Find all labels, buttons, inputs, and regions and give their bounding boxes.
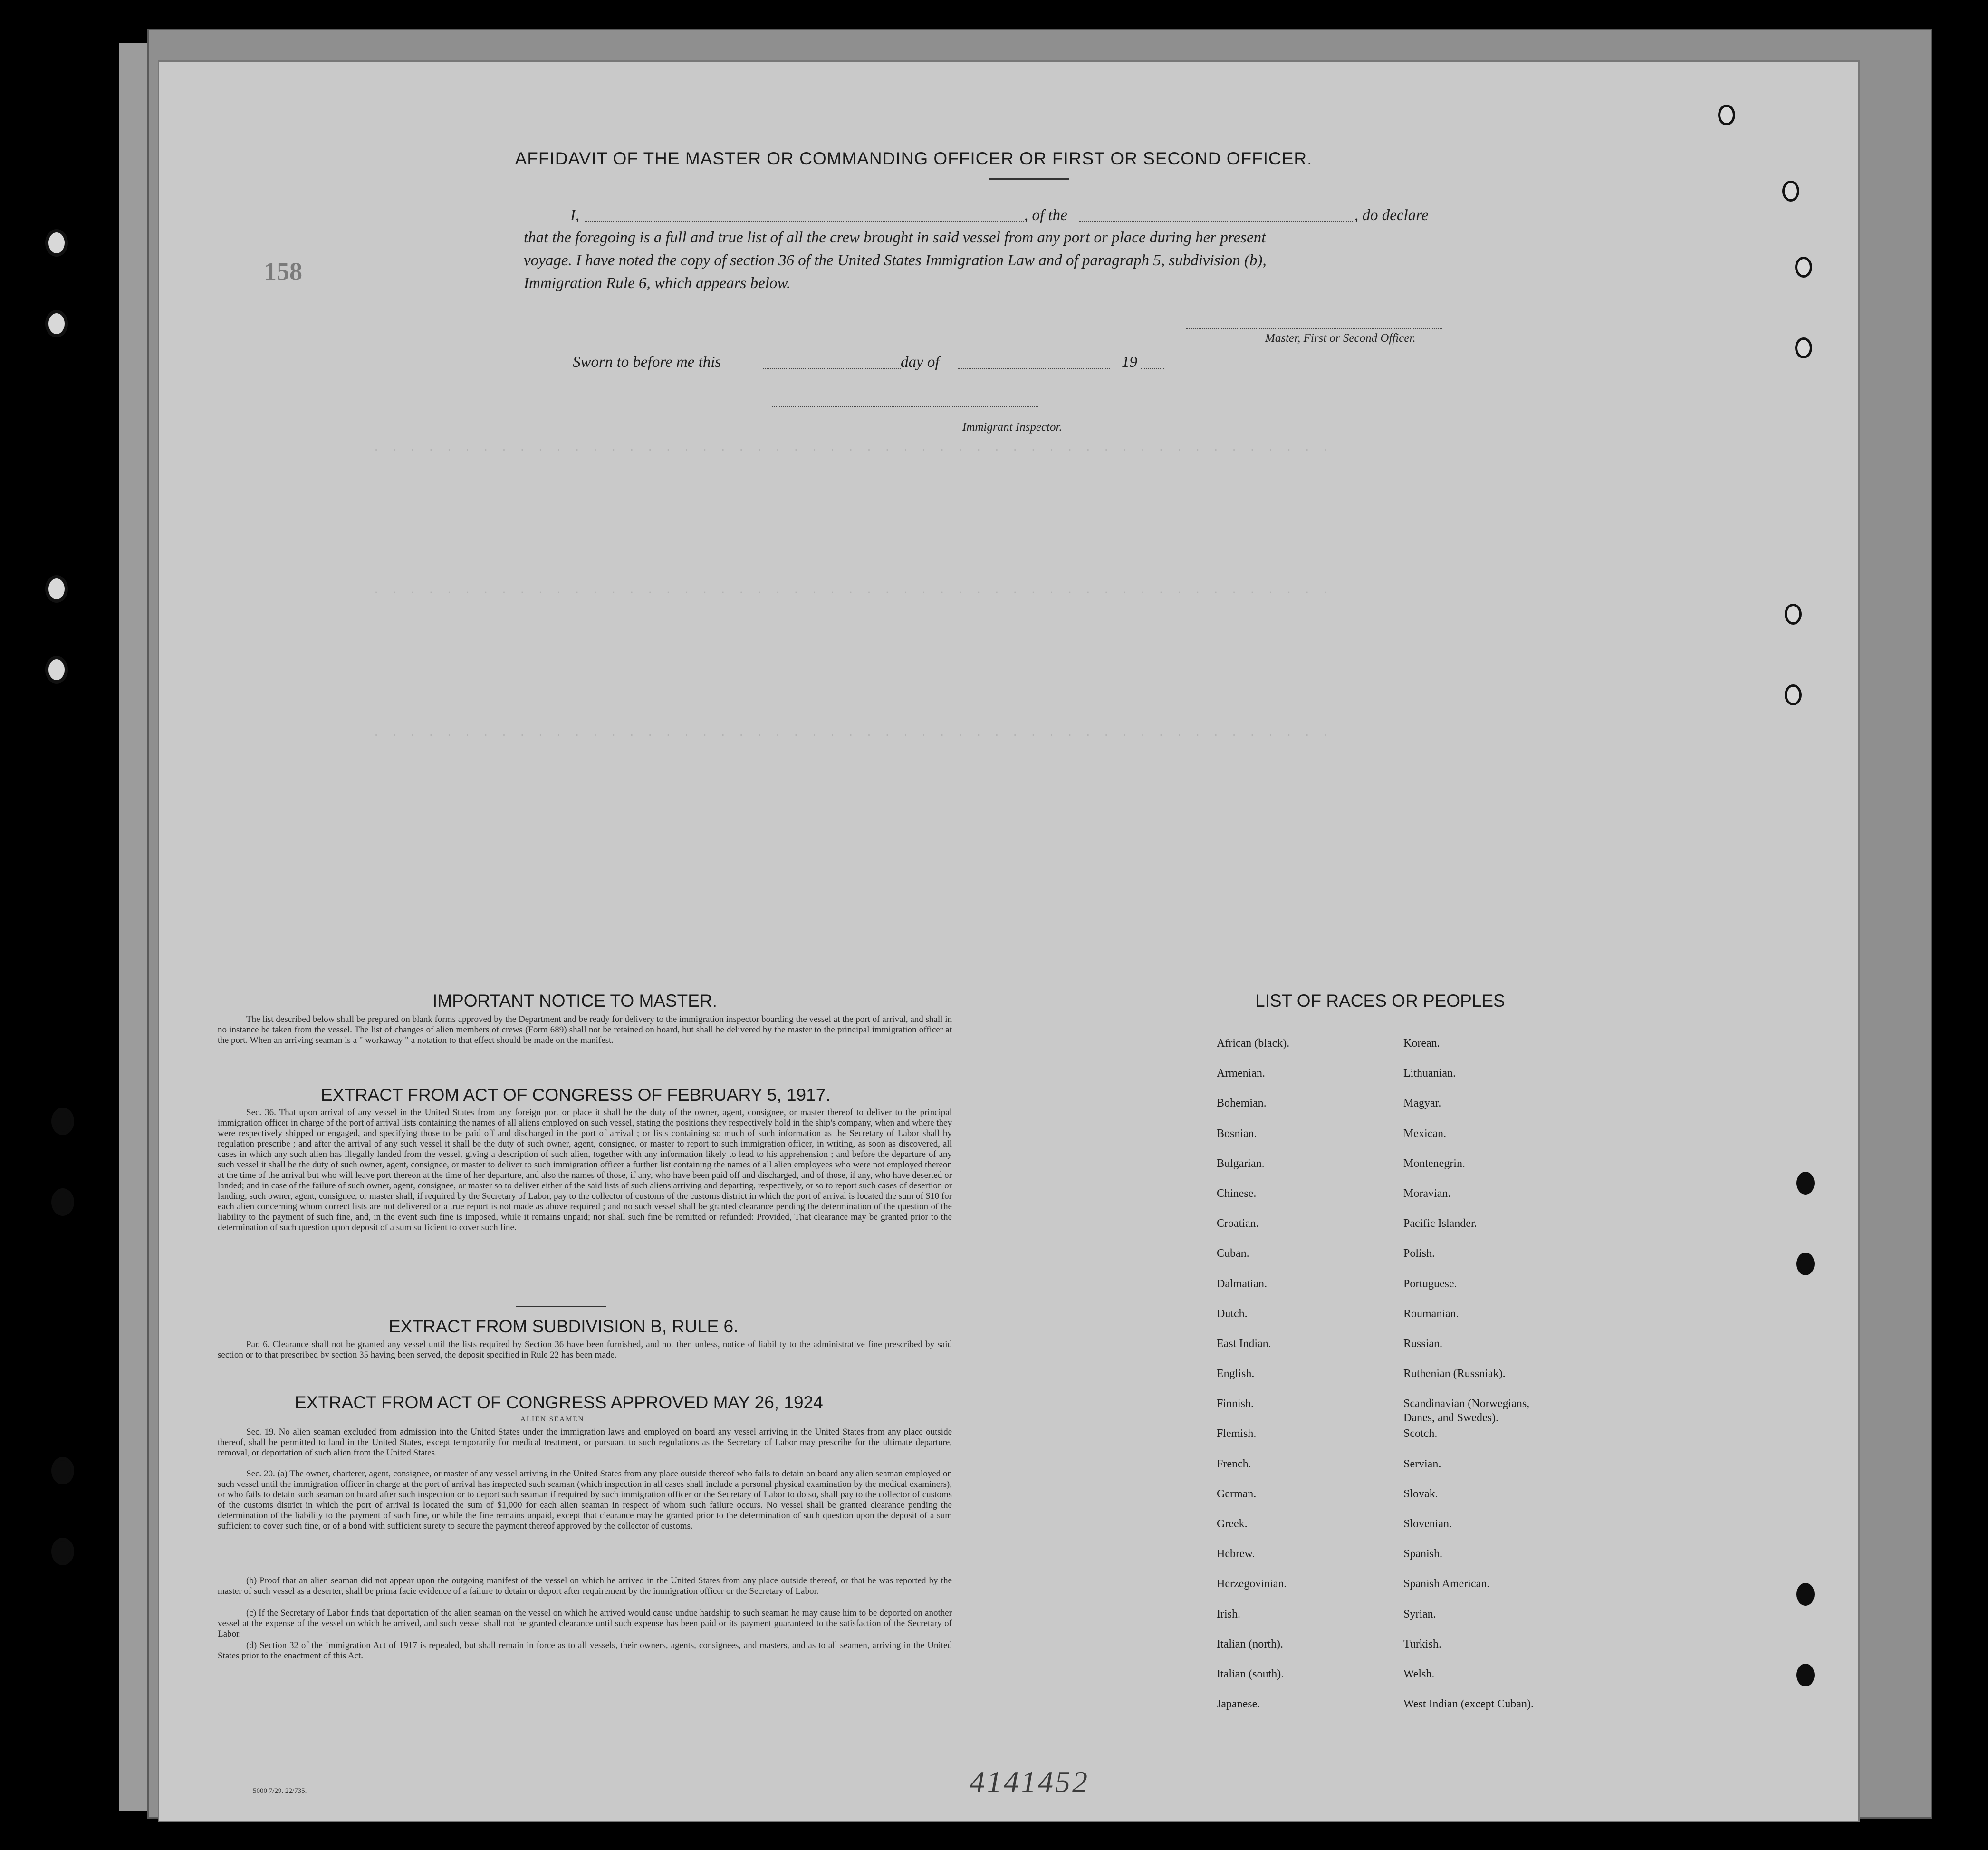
extract-1917-text: Sec. 36. That upon arrival of any vessel in the United States from any foreign port or place it shall be the duty of the owner, agent, consignee, or master thereof to deliver to the principal immigration officer in charge of the port of arrival lists containing the names of all aliens employed on such vessel, stating the positions they respectively hold in the ship's company, when and where they were respectively shipped or engaged, and specifying those to be paid off and discharged in the port of arrival ; or lists containing so much of such information as the Secretary of Labor shall by regulation prescribe ; and after the arrival of any such vessel it shall be the duty of such owner, agent, consignee, or master to report to such immigration officer, in writing, as soon as discovered, all cases in which any such alien has illegally landed from the vessel, giving a description of such alien, together with any information likely to lead to his apprehension ; and before the departure of any such vessel it shall be the duty of such owner, agent, consignee, or master to deliver to such immigration officer a further list containing the names of all alien employees who were not employed thereon at the time of the arrival but who will leave port thereon at the time of her departure, and also the names of those, if any, who have been paid off and discharged, and of those, if any, who have deserted or landed; and in case of the failure of such owner, agent, consignee, or master so to deliver either of the said lists of such aliens arriving and departing, respectively, or so to report such cases of desertion or landing, such owner, agent, consignee, or master shall, if required by the Secretary of Labor, pay to the collector of customs of the customs district in which the port of arrival is located the sum of $10 for each alien concerning whom correct lists are not delivered or a true report is not made as above required ; and no such vessel shall be granted clearance pending the determination of the question of the liability to the payment of such fine, and, in the event such fine is imposed, while it remains unpaid; nor shall such fine be remitted or refunded: Provided, That clearance may be granted prior to the determination of such question upon deposit of a sum sufficient to cover such fine. — [218, 1108, 952, 1233]
race-item: Mexican. — [1403, 1127, 1446, 1140]
name-blank[interactable] — [585, 221, 1024, 222]
race-item: Irish. — [1217, 1608, 1240, 1620]
binder-hole — [1795, 257, 1812, 278]
form-code: 5000 7/29. 22/735. — [253, 1787, 307, 1795]
signature-caption: Master, First or Second Officer. — [1265, 332, 1416, 345]
race-item: Syrian. — [1403, 1608, 1436, 1620]
inspector-caption: Immigrant Inspector. — [962, 421, 1062, 434]
bleed-through-text: . . . . . . . . . . . . . . . . . . . . . . . . . . . . . . . . . . . . . . . . . . . . . . . . . . . . . — [373, 442, 1332, 454]
race-item: Roumanian. — [1403, 1307, 1459, 1320]
extract-1924-sec20d: (d) Section 32 of the Immigration Act of 1917 is repealed, but shall remain in force as to all vessels, their owners, agents, consignees, and masters, and as to all seamen, arriving in the United States prior to the enactment of this Act. — [218, 1640, 952, 1661]
race-item: Magyar. — [1403, 1097, 1441, 1110]
page-number: 158 — [264, 257, 302, 286]
binder-hole — [51, 1538, 74, 1565]
extract-1924-title: EXTRACT FROM ACT OF CONGRESS APPROVED MAY 26, 1924 — [295, 1393, 823, 1412]
notice-text: The list described below shall be prepared on blank forms approved by the Department and be ready for delivery to the immigration inspector boarding the vessel at the port of arrival, and shall in no instance be taken from the vessel. The list of changes of alien members of crews (Form 689) shall not be retained on board, but shall be delivered by the master to the principal immigration officer at the port. When an arriving seaman is a " workaway " a notation to that effect should be made on the manifest. — [218, 1014, 952, 1045]
declare-i: I, — [570, 207, 580, 224]
race-item: Korean. — [1403, 1037, 1440, 1050]
race-item: Slovak. — [1403, 1487, 1438, 1500]
extract-rule6-text: Par. 6. Clearance shall not be granted any vessel until the lists required by Section 36 have been furnished, and not then unless, notice of liability to the administrative fine prescribed by said section or to that prescribed by section 35 having been served, the deposit specified in Rule 22 has been made. — [218, 1339, 952, 1360]
binder-hole — [1796, 1664, 1815, 1686]
declaration-line-1: that the foregoing is a full and true list of all the crew brought in said vessel from any port or place during her present — [524, 229, 1266, 246]
race-item: Armenian. — [1217, 1067, 1265, 1080]
race-item: Greek. — [1217, 1518, 1248, 1530]
binder-hole — [51, 1188, 74, 1216]
races-title: LIST OF RACES OR PEOPLES — [1255, 991, 1505, 1011]
race-item: German. — [1217, 1487, 1257, 1500]
race-item: Hebrew. — [1217, 1548, 1255, 1561]
sworn-day-blank[interactable] — [763, 368, 901, 369]
race-item: Herzegovinian. — [1217, 1578, 1287, 1590]
extract-1924-sec19: Sec. 19. No alien seaman excluded from admission into the United States under the immigration laws and employed on board any vessel arriving in the United States from any place outside thereof, shall be permitted to land in the United States, except temporarily for medical treatment, or pursuant to such regulations as the Secretary of Labor may prescribe for the ultimate departure, removal, or deportation of such alien from the United States. — [218, 1427, 952, 1458]
extract-1924-sec20a: Sec. 20. (a) The owner, charterer, agent, consignee, or master of any vessel arriving in the United States from any place outside thereof who fails to detain on board any alien seaman employed on such vessel until the immigration officer in charge at the port of arrival has inspected such seaman (which inspection in all cases shall include a personal physical examination by the medical examiners), or who fails to detain such seaman on board after such inspection or to deport such seaman if required by such immigration officer or the Secretary of Labor to do so, shall pay to the collector of customs of the customs district in which the port of arrival is located the sum of $1,000 for each alien seaman in respect of whom such failure occurs. No vessel shall be granted clearance pending the determination of the liability to the payment of such fine, or while the fine remains unpaid, except that clearance may be granted prior to the determination of such question upon the deposit of a sum sufficient to cover such fine, or of a bond with sufficient surety to secure the payment thereof approved by the collector of customs. — [218, 1469, 952, 1531]
declare-of-the: , of the — [1024, 207, 1067, 224]
race-item: Italian (north). — [1217, 1638, 1283, 1650]
divider — [516, 1306, 606, 1307]
race-item: Finnish. — [1217, 1397, 1254, 1410]
race-item: Lithuanian. — [1403, 1067, 1456, 1080]
races-right-column — [1403, 1036, 1603, 1727]
binder-hole — [45, 229, 68, 257]
race-item: West Indian (except Cuban). — [1403, 1698, 1534, 1711]
extract-1924-sec20b: (b) Proof that an alien seaman did not appear upon the outgoing manifest of the vessel on which he arrived in the United States from any place outside thereof, or that he was reported by the master of such vessel as a deserter, shall be prima facie evidence of a failure to detain or deport after requirement by the immigration officer or the Secretary of Labor. — [218, 1576, 952, 1596]
race-item: Slovenian. — [1403, 1518, 1452, 1530]
race-item: Bohemian. — [1217, 1097, 1267, 1110]
notice-title: IMPORTANT NOTICE TO MASTER. — [432, 991, 717, 1011]
extract-1917-title: EXTRACT FROM ACT OF CONGRESS OF FEBRUARY 5, 1917. — [321, 1085, 831, 1105]
affidavit-title: AFFIDAVIT OF THE MASTER OR COMMANDING OFFICER OR FIRST OR SECOND OFFICER. — [515, 149, 1313, 168]
binder-hole — [51, 1108, 74, 1135]
race-item: East Indian. — [1217, 1337, 1271, 1350]
binder-hole — [45, 575, 68, 603]
form-page — [159, 62, 1858, 1821]
binder-hole — [1782, 181, 1799, 202]
binder-hole — [45, 310, 68, 337]
declaration-line-2: voyage. I have noted the copy of section 36 of the United States Immigration Law and of paragraph 5, subdivision (b), — [524, 252, 1267, 269]
race-item: African (black). — [1217, 1037, 1290, 1050]
race-item: English. — [1217, 1368, 1255, 1380]
race-item: Ruthenian (Russniak). — [1403, 1368, 1506, 1380]
race-item: Pacific Islander. — [1403, 1217, 1477, 1230]
race-item: Chinese. — [1217, 1187, 1257, 1200]
race-item: Polish. — [1403, 1247, 1435, 1260]
bleed-through-text: . . . . . . . . . . . . . . . . . . . . . . . . . . . . . . . . . . . . . . . . . . . . . . . . . . . . . — [373, 585, 1332, 597]
binder-hole — [1796, 1583, 1815, 1606]
race-item: Portuguese. — [1403, 1277, 1457, 1290]
race-item: Spanish. — [1403, 1548, 1443, 1561]
binder-hole — [1785, 684, 1802, 705]
vessel-blank[interactable] — [1079, 221, 1354, 222]
race-item: Servian. — [1403, 1457, 1441, 1470]
race-item: Moravian. — [1403, 1187, 1451, 1200]
race-item: Turkish. — [1403, 1638, 1441, 1650]
race-item: Flemish. — [1217, 1427, 1257, 1440]
declare-end: , do declare — [1354, 207, 1429, 224]
bleed-through-text: . . . . . . . . . . . . . . . . . . . . . . . . . . . . . . . . . . . . . . . . . . . . . . . . . . . . . — [373, 727, 1332, 739]
race-item: Bulgarian. — [1217, 1157, 1265, 1170]
divider — [989, 178, 1069, 180]
binder-hole — [1796, 1253, 1815, 1275]
races-left-column — [1217, 1036, 1416, 1727]
race-item: Croatian. — [1217, 1217, 1259, 1230]
race-item: Cuban. — [1217, 1247, 1249, 1260]
race-item: Scotch. — [1403, 1427, 1438, 1440]
race-item: Italian (south). — [1217, 1667, 1284, 1680]
race-item: Dalmatian. — [1217, 1277, 1267, 1290]
race-item: Welsh. — [1403, 1667, 1435, 1680]
race-item: Spanish American. — [1403, 1578, 1490, 1590]
sworn-month-blank[interactable] — [958, 368, 1110, 369]
race-item: Scandinavian (Norwegians, Danes, and Swedes). — [1403, 1397, 1530, 1425]
extract-1924-subtitle: ALIEN SEAMEN — [520, 1416, 585, 1423]
signature-line[interactable] — [1186, 328, 1442, 329]
sworn-year: 19 — [1122, 354, 1137, 371]
sworn-year-blank[interactable] — [1141, 368, 1164, 369]
race-item: Bosnian. — [1217, 1127, 1257, 1140]
sworn-day-of: day of — [901, 354, 940, 371]
race-item: Japanese. — [1217, 1698, 1260, 1711]
sworn-prefix: Sworn to before me this — [573, 354, 721, 371]
race-item: Russian. — [1403, 1337, 1443, 1350]
binder-hole — [51, 1457, 74, 1484]
extract-1924-sec20c: (c) If the Secretary of Labor finds that deportation of the alien seaman on the vessel on which he arrived would cause undue hardship to such seaman he may cause him to be deported on another vessel at the expense of the vessel on which he arrived, and such vessel shall not be granted clearance until such expense has been paid or its payment guaranteed to the satisfaction of the Secretary of Labor. — [218, 1608, 952, 1639]
binder-hole — [1795, 337, 1812, 358]
binder-hole — [45, 656, 68, 684]
declaration-line-3: Immigration Rule 6, which appears below. — [524, 275, 791, 292]
race-item: Montenegrin. — [1403, 1157, 1465, 1170]
race-item: French. — [1217, 1457, 1251, 1470]
race-item: Dutch. — [1217, 1307, 1248, 1320]
inspector-signature-line[interactable] — [772, 406, 1038, 407]
binder-hole — [1785, 604, 1802, 625]
extract-rule6-title: EXTRACT FROM SUBDIVISION B, RULE 6. — [389, 1317, 739, 1336]
binder-hole — [1796, 1172, 1815, 1195]
binder-hole — [1718, 105, 1735, 125]
handwritten-number: 4141452 — [970, 1765, 1089, 1799]
